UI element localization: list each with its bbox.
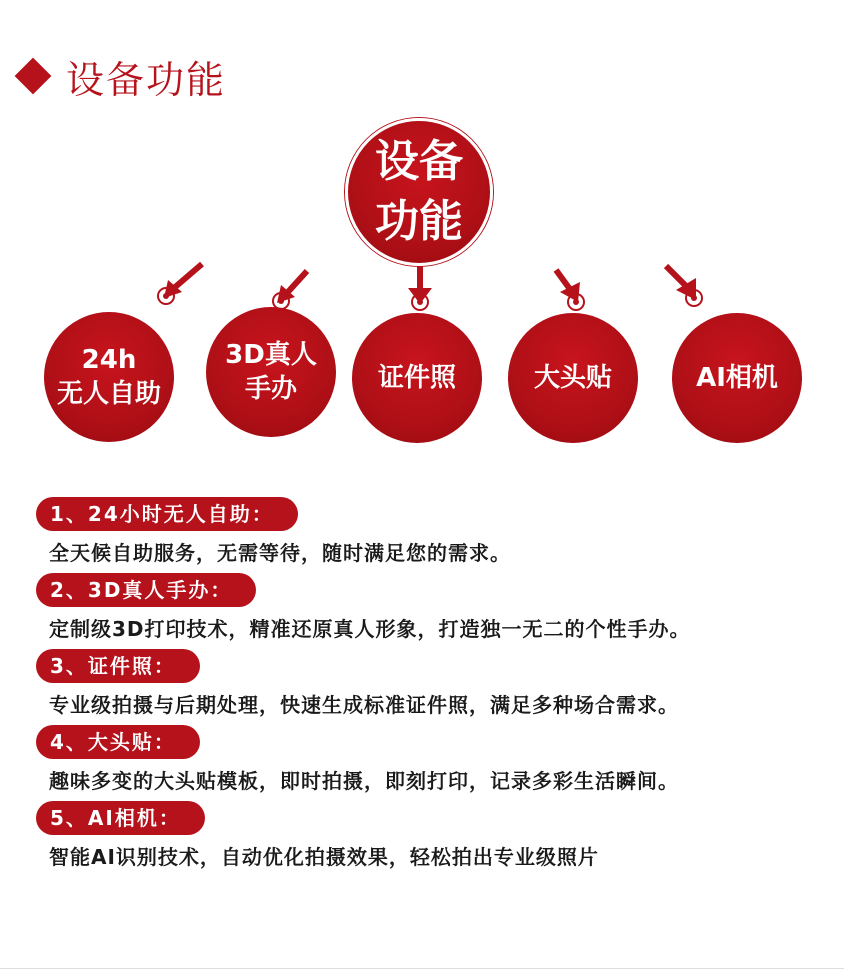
section-title: 设备功能 xyxy=(66,57,227,102)
feature-circle-ai-camera xyxy=(672,313,802,443)
hub-circle-line1: 设备 xyxy=(375,136,463,187)
feature-item-desc: 智能AI识别技术，自动优化拍摄效果，轻松拍出专业级照片 xyxy=(49,845,599,869)
hub-circle-line2: 功能 xyxy=(375,196,463,247)
hub-circle xyxy=(345,118,493,266)
feature-item-label: 4、大头贴： xyxy=(36,725,200,759)
feature-circle-line1: 证件照 xyxy=(377,363,456,393)
feature-item-label: 2、3D真人手办： xyxy=(36,573,256,607)
feature-item-label: 3、证件照： xyxy=(36,649,200,683)
feature-item xyxy=(36,801,826,873)
feature-circle-line1: 大头贴 xyxy=(533,363,612,393)
feature-circle-line2: 无人自助 xyxy=(56,379,161,409)
arrow-target-icon xyxy=(550,264,590,314)
feature-item-desc: 定制级3D打印技术，精准还原真人形象，打造独一无二的个性手办。 xyxy=(49,617,691,641)
feature-item xyxy=(36,725,826,797)
bottom-divider xyxy=(0,968,844,969)
feature-circle-photo-sticker xyxy=(508,313,638,443)
feature-item-desc: 趣味多变的大头贴模板，即时拍摄，即刻打印，记录多彩生活瞬间。 xyxy=(49,769,679,793)
feature-circle-line1: 24h xyxy=(81,345,137,375)
feature-circle-id-photo xyxy=(352,313,482,443)
feature-circle-line1: 3D真人 xyxy=(225,340,317,370)
feature-circle-line2: 手办 xyxy=(244,374,297,404)
feature-item-label: 1、24小时无人自助： xyxy=(36,497,298,531)
feature-item xyxy=(36,573,826,645)
section-header xyxy=(14,46,226,106)
arrow-target-icon xyxy=(400,264,440,314)
feature-item xyxy=(36,497,826,569)
diamond-icon xyxy=(15,58,52,95)
feature-circle-line1: AI相机 xyxy=(696,363,778,393)
feature-list xyxy=(36,497,826,877)
arrow-target-icon xyxy=(660,260,710,310)
feature-circle-3d xyxy=(206,307,336,437)
feature-item-label: 5、AI相机： xyxy=(36,801,205,835)
feature-item-desc: 全天候自助服务，无需等待，随时满足您的需求。 xyxy=(49,541,511,565)
feature-circle-24h xyxy=(44,312,174,442)
feature-item xyxy=(36,649,826,721)
arrow-target-icon xyxy=(150,258,210,308)
feature-item-desc: 专业级拍摄与后期处理，快速生成标准证件照，满足多种场合需求。 xyxy=(49,693,679,717)
